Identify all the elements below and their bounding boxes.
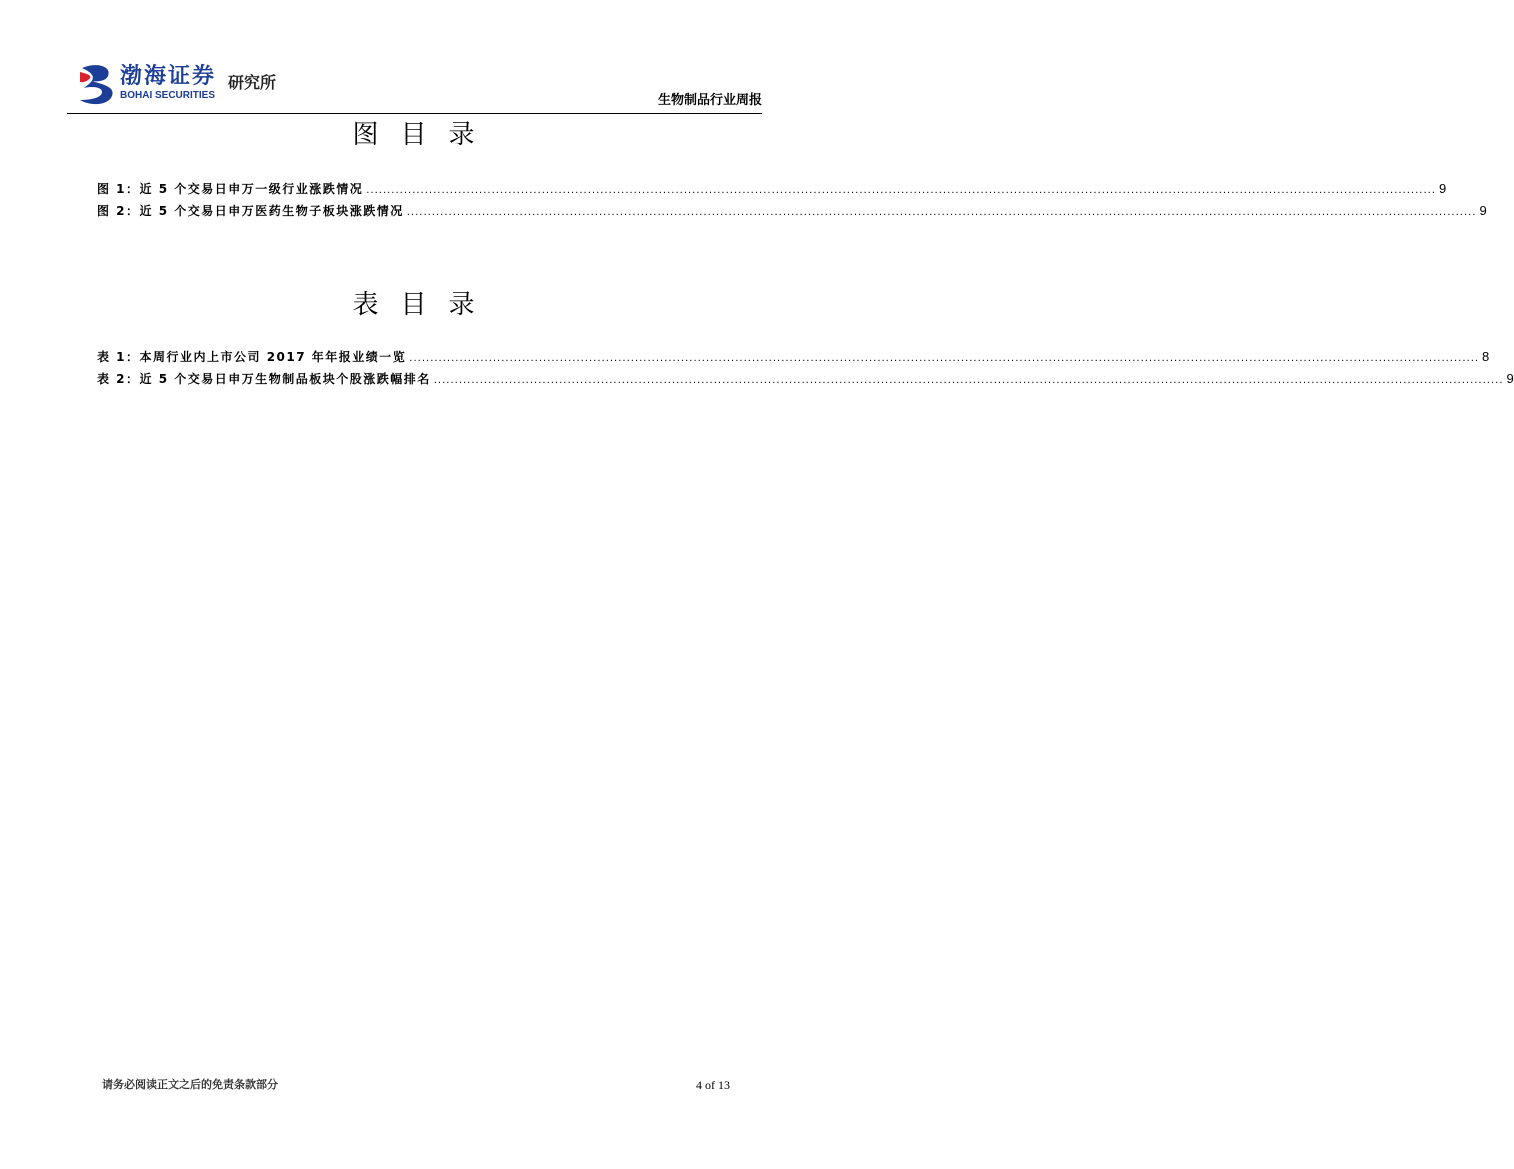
brand-subtitle: 研究所: [228, 73, 277, 92]
toc-entry-table-1[interactable]: [97, 346, 1490, 368]
figures-section-title: 图目录: [352, 120, 497, 150]
toc-leader-dots: ................................................................................................................................................................................................................................................................: [366, 185, 1436, 196]
toc-entry-label: 表 2：近 5 个交易日申万生物制品板块个股涨跌幅排名: [97, 372, 431, 386]
toc-leader-dots: ................................................................................................................................................................................................................................................................: [406, 207, 1477, 218]
toc-entry-label: 表 1：本周行业内上市公司 2017 年年报业绩一览: [97, 350, 407, 364]
toc-entry-page: 9: [1438, 181, 1447, 196]
toc-entry-page: 8: [1482, 349, 1490, 364]
figures-toc-list: [97, 178, 1487, 222]
brand-name-cn: 渤海证券: [120, 63, 217, 89]
toc-entry-label: 图 1：近 5 个交易日申万一级行业涨跌情况: [97, 182, 364, 196]
header-divider: [67, 113, 762, 114]
toc-entry-table-2[interactable]: [97, 368, 1514, 390]
tables-toc-list: [97, 346, 1514, 390]
toc-leader-dots: ................................................................................................................................................................................................................................................................: [409, 353, 1480, 364]
toc-leader-dots: ................................................................................................................................................................................................................................................................: [433, 375, 1504, 386]
brand-name-en: BOHAI SECURITIES: [120, 90, 216, 101]
disclaimer-note: 请务必阅读正文之后的免责条款部分: [102, 1078, 278, 1091]
toc-entry-label: 图 2：近 5 个交易日申万医药生物子板块涨跌情况: [97, 204, 404, 218]
tables-section-title: 表目录: [352, 290, 497, 320]
toc-entry-figure-2[interactable]: [97, 200, 1487, 222]
report-type: 生物制品行业周报: [657, 93, 762, 108]
toc-entry-figure-1[interactable]: [97, 178, 1447, 200]
page-indicator: 4 of 13: [696, 1078, 730, 1092]
bohai-logo-icon: [78, 62, 118, 106]
toc-entry-page: 9: [1479, 203, 1487, 218]
toc-entry-page: 9: [1506, 371, 1514, 386]
